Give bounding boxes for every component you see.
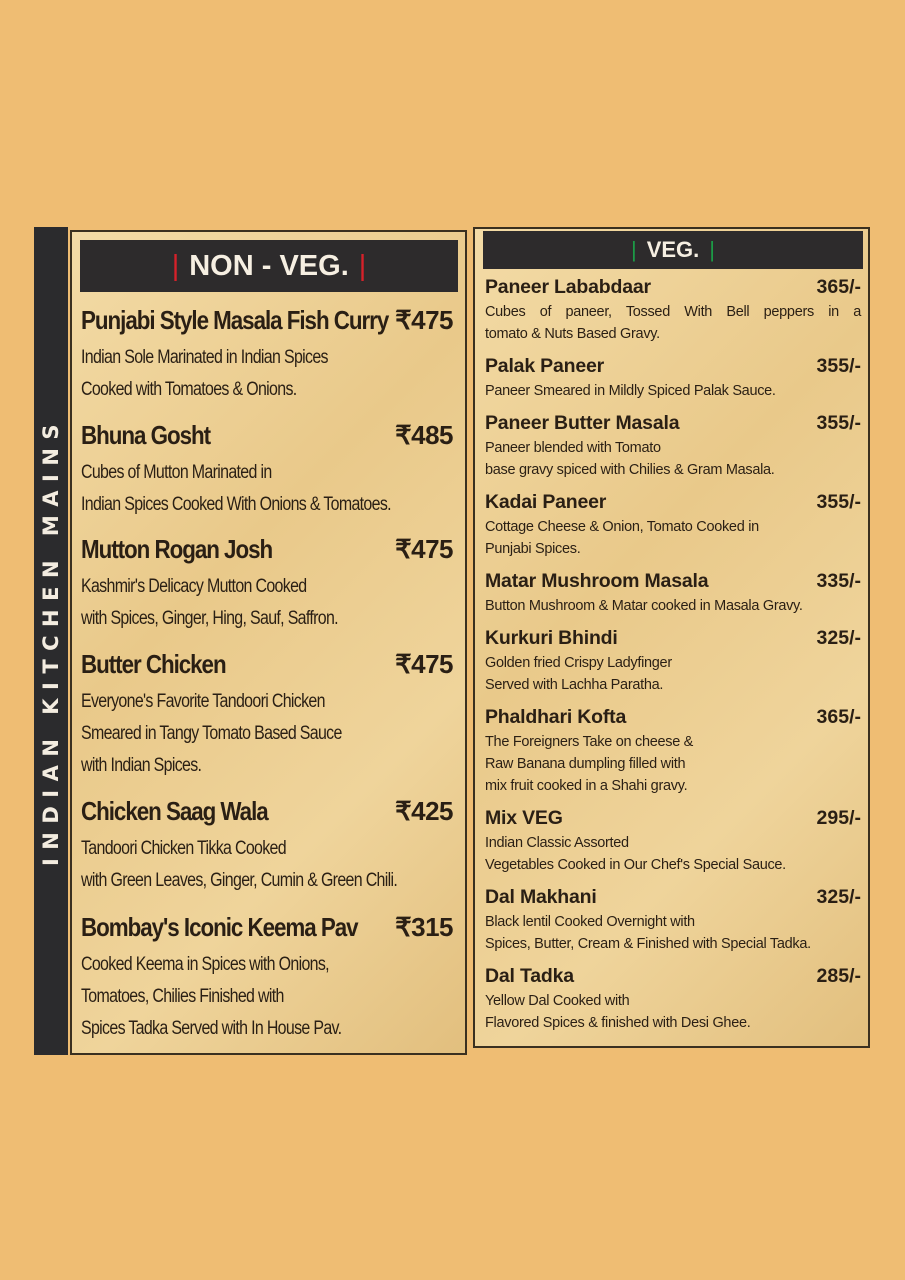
item-description-line: mix fruit cooked in a Shahi gravy. <box>485 778 688 794</box>
item-price: ₹485 <box>395 420 453 450</box>
item-description-line: Cottage Cheese & Onion, Tomato Cooked in <box>485 519 759 535</box>
item-description-line: Paneer blended with Tomato <box>485 440 661 456</box>
item-description-line: Flavored Spices & finished with Desi Ghee. <box>485 1015 751 1031</box>
item-description-line: Tandoori Chicken Tikka Cooked <box>81 838 286 859</box>
item-name: Bombay's Iconic Keema Pav <box>81 912 358 942</box>
item-description <box>485 437 861 481</box>
item-description-line: Cooked with Tomatoes & Onions. <box>81 379 297 400</box>
item-description-line: with Indian Spices. <box>81 755 202 776</box>
item-description-line: tomato & Nuts Based Gravy. <box>485 326 660 342</box>
item-name: Paneer Lababdaar <box>485 276 651 298</box>
item-description-line: Kashmir's Delicacy Mutton Cooked <box>81 576 307 597</box>
item-description-line: The Foreigners Take on cheese & <box>485 734 694 750</box>
item-price: 355/- <box>816 355 861 377</box>
item-price: 365/- <box>816 276 861 298</box>
item-name: Paneer Butter Masala <box>485 412 680 434</box>
item-description-line: Tomatoes, Chilies Finished with <box>81 986 284 1007</box>
item-name: Dal Tadka <box>485 965 574 987</box>
item-description <box>81 457 455 521</box>
sidebar-banner <box>34 227 68 1055</box>
item-description-line: Vegetables Cooked in Our Chef's Special Sauce. <box>485 857 786 873</box>
menu-item <box>485 627 861 696</box>
item-description <box>485 911 861 955</box>
item-description <box>81 571 455 635</box>
menu-item <box>485 412 861 481</box>
item-description-line: Cooked Keema in Spices with Onions, <box>81 954 329 975</box>
menu-item <box>81 305 453 406</box>
item-name: Bhuna Gosht <box>81 420 211 450</box>
item-price: 335/- <box>816 570 861 592</box>
item-description <box>485 832 861 876</box>
item-description-line: Indian Classic Assorted <box>485 835 629 851</box>
menu-item <box>485 706 861 797</box>
item-description-line: with Green Leaves, Ginger, Cumin & Green Chili. <box>81 870 398 891</box>
item-name: Mutton Rogan Josh <box>81 534 273 564</box>
item-description <box>81 686 455 782</box>
item-description-line: Punjabi Spices. <box>485 541 581 557</box>
veg-panel <box>473 227 870 1048</box>
item-price: 325/- <box>816 627 861 649</box>
item-name: Phaldhari Kofta <box>485 706 627 728</box>
item-description-line: Button Mushroom & Matar cooked in Masala Gravy. <box>485 598 803 614</box>
menu-item <box>485 276 861 345</box>
item-price: 365/- <box>816 706 861 728</box>
item-description-line: with Spices, Ginger, Hing, Sauf, Saffron. <box>81 608 338 629</box>
non-veg-panel <box>70 230 467 1055</box>
item-name: Palak Paneer <box>485 355 605 377</box>
item-price: 355/- <box>816 491 861 513</box>
menu-item <box>81 649 453 782</box>
item-description <box>485 990 861 1034</box>
item-description-line: base gravy spiced with Chilies & Gram Masala. <box>485 462 775 478</box>
non-veg-header: | NON - VEG. | <box>80 240 458 292</box>
menu-item <box>81 796 453 897</box>
veg-header-label: VEG. <box>646 237 700 262</box>
item-name: Chicken Saag Wala <box>81 796 268 826</box>
item-description-line: Paneer Smeared in Mildly Spiced Palak Sauce. <box>485 383 776 399</box>
item-description <box>485 516 861 560</box>
item-price: ₹425 <box>395 796 453 826</box>
item-description-line: Spices, Butter, Cream & Finished with Special Tadka. <box>485 936 811 952</box>
item-description-line: Indian Sole Marinated in Indian Spices <box>81 347 328 368</box>
item-name: Butter Chicken <box>81 649 226 679</box>
item-description-line: Cubes of Mutton Marinated in <box>81 462 272 483</box>
item-description <box>485 301 861 345</box>
item-description-line: Cubes of paneer, Tossed With Bell peppers in a <box>485 304 861 320</box>
item-description-line: Raw Banana dumpling filled with <box>485 756 686 772</box>
item-price: 325/- <box>816 886 861 908</box>
menu-item <box>485 491 861 560</box>
item-name: Kadai Paneer <box>485 491 607 513</box>
item-description <box>485 380 861 402</box>
item-price: ₹315 <box>395 912 453 942</box>
item-price: ₹475 <box>395 534 453 564</box>
item-price: 295/- <box>816 807 861 829</box>
item-price: ₹475 <box>395 305 453 335</box>
item-description-line: Served with Lachha Paratha. <box>485 677 664 693</box>
item-description-line: Golden fried Crispy Ladyfinger <box>485 655 672 671</box>
item-price: ₹475 <box>395 649 453 679</box>
item-price: 355/- <box>816 412 861 434</box>
item-description-line: Everyone's Favorite Tandoori Chicken <box>81 691 325 712</box>
item-description-line: Black lentil Cooked Overnight with <box>485 914 695 930</box>
sidebar-title: INDIAN KITCHEN MAINS <box>39 415 63 867</box>
item-description-line: Smeared in Tangy Tomato Based Sauce <box>81 723 342 744</box>
menu-item <box>485 886 861 955</box>
item-name: Mix VEG <box>485 807 563 829</box>
menu-item <box>81 912 453 1045</box>
veg-header: | VEG. | <box>483 231 863 269</box>
item-description-line: Yellow Dal Cooked with <box>485 993 630 1009</box>
menu-item <box>81 534 453 635</box>
item-description <box>485 595 861 617</box>
non-veg-header-label: NON - VEG. <box>189 250 349 282</box>
item-description-line: Spices Tadka Served with In House Pav. <box>81 1018 342 1039</box>
item-name: Matar Mushroom Masala <box>485 570 709 592</box>
item-name: Dal Makhani <box>485 886 597 908</box>
item-description <box>81 833 455 897</box>
menu-item <box>485 355 861 402</box>
item-name: Punjabi Style Masala Fish Curry <box>81 305 389 335</box>
item-description <box>485 652 861 696</box>
menu-item <box>81 420 453 521</box>
item-name: Kurkuri Bhindi <box>485 627 618 649</box>
item-description <box>81 949 455 1045</box>
item-description <box>485 731 861 797</box>
menu-item <box>485 570 861 617</box>
item-description <box>81 342 455 406</box>
item-price: 285/- <box>816 965 861 987</box>
item-description-line: Indian Spices Cooked With Onions & Tomatoes. <box>81 494 391 515</box>
menu-item <box>485 965 861 1034</box>
menu-item <box>485 807 861 876</box>
